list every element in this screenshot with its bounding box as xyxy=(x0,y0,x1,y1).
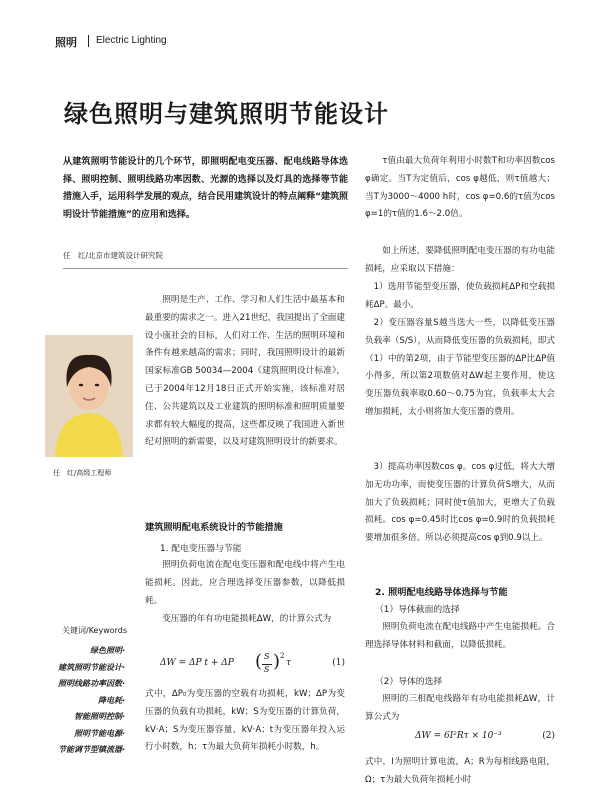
section-label: 照明 xyxy=(55,36,77,49)
formula-paren-close: ) xyxy=(273,651,281,672)
subsection-heading: 2. 照明配电线路导体选择与节能 xyxy=(375,587,508,598)
paragraph: 照明的三相配电线路年有功电能损耗ΔW，计算公式为 xyxy=(365,694,555,722)
author-line: 任 红/北京市建筑设计研究院 xyxy=(63,251,164,260)
list-item: 1）选用节能型变压器，使负载损耗ΔP和空载损耗ΔP。最小。 xyxy=(365,282,555,310)
equation-number: (2) xyxy=(542,731,555,741)
header-divider xyxy=(88,35,89,47)
formula-2 xyxy=(365,731,555,749)
formula-exponent: 2 xyxy=(280,652,285,660)
keywords-list xyxy=(50,643,125,759)
equation-number: (1) xyxy=(332,658,345,668)
divider-line xyxy=(63,268,348,269)
formula-frac-num: S xyxy=(264,652,270,661)
formula-tail: τ xyxy=(286,658,291,668)
keywords-heading: 关键词/Keywords xyxy=(62,626,128,635)
subsection-heading: 1. 配电变压器与节能 xyxy=(160,544,242,554)
keyword-item: 建筑照明节能设计· xyxy=(57,662,125,672)
article-title: 绿色照明与建筑照明节能设计 xyxy=(64,99,389,128)
paragraph: 如上所述，要降低照明配电变压器的有功电能损耗，应采取以下措施： xyxy=(365,246,555,274)
subsection-heading: （1）导体截面的选择 xyxy=(375,605,460,615)
list-item: 3）提高功率因数cos φ。cos φ过低，将大大增加无功功率，而使变压器的计算负荷S增大，从而加大了负载损耗；同时使τ值加大，更增大了负载损耗。cos φ=0.45时比cos φ=0.9时的负载损耗要增加很多倍。所以必须提高cos φ到0.9以上。 xyxy=(365,462,555,544)
formula-body: ΔW = 6I²Rτ × 10⁻³ xyxy=(415,731,502,741)
paragraph: 照明负荷电流在配电线路中产生电能损耗。合理选择导体材料和截面，以降低损耗。 xyxy=(365,622,555,650)
paragraph: 照明负荷电流在配电变压器和配电线中将产生电能损耗。因此，应合理选择变压器参数，以降低损耗。 xyxy=(145,560,345,606)
keyword-item: 照明线路功率因数· xyxy=(57,679,125,688)
section-heading: 建筑照明配电系统设计的节能措施 xyxy=(145,522,283,533)
author-photo xyxy=(45,335,133,457)
subsection-heading: （2）导体的选择 xyxy=(375,677,443,687)
paragraph: 式中，I为照明计算电流，A；R为每相线路电阻，Ω；τ为最大负荷年损耗小时 xyxy=(365,757,555,785)
formula-1 xyxy=(160,652,345,682)
photo-caption: 任 红/高级工程师 xyxy=(53,469,112,477)
intro-paragraph: 照明是生产、工作、学习和人们生活中最基本和最重要的需求之一。进入21世纪，我国提出了全面建设小康社会的目标，人们对工作、生活的照明环境和条件有越来越高的需求；同时，我国照明设计的最新国家标准GB 50034—2004《建筑照明设计标准》，已于2004年12月18日正式开始实施，该标准对居住、公共建筑以及工业建筑的照明标准和照明质量要求都有较大幅度的提高，这些都反映了我国进入新世纪对照明的新需要，以及对建筑照明设计的新要求。 xyxy=(145,295,345,448)
keyword-item: 降电耗· xyxy=(97,695,125,705)
paragraph: τ值由最大负荷年利用小时数T和功率因数cos φ确定。当T为定值后，cos φ越低，则τ值越大；当T为3000～4000 h时，cos φ=0.6的τ值为cos φ=1的τ值的1.6～2.0倍。 xyxy=(365,156,555,220)
formula-paren-open: ( xyxy=(255,651,263,672)
author-portrait-icon xyxy=(45,335,133,457)
formula-frac-den: S xyxy=(264,665,270,674)
section-label-en: Electric Lighting xyxy=(96,35,167,46)
keyword-item: 智能照明控制· xyxy=(73,712,125,721)
formula-lhs: ΔW = ΔP t + ΔP xyxy=(160,658,234,668)
list-item: 2）变压器容量S越当选大一些，以降低变压器负载率（S/S），从而降低变压器的负载损耗，即式（1）中的第2项，由于节能型变压器的ΔP比ΔP值小得多，所以第2项数值对ΔW起主要作用，使这变压器负载率取0.60～0.75为宜，负载率太大会增加损耗，太小则将加大变压器的费用。 xyxy=(365,318,555,417)
paragraph: 变压器的年有功电能损耗ΔW，的计算公式为 xyxy=(162,614,332,624)
keyword-item: 照明节能电源· xyxy=(73,728,125,738)
paragraph: 式中，ΔP₀为变压器的空载有功损耗，kW；ΔP为变压器的负载有功损耗，kW；S为变压器的计算负荷，kV·A；S为变压器容量，kV·A；t为变压器年投入运行小时数，h；τ为最大负荷年损耗小时数，h。 xyxy=(145,689,345,753)
abstract: 从建筑照明节能设计的几个环节，即照明配电变压器、配电线路导体选择、照明控制、照明线路功率因数、光源的选择以及灯具的选择等节能措施入手，运用科学发展的观点，结合民用建筑设计的特点阐释“建筑照明设计节能措施”的应用和选择。 xyxy=(63,157,348,220)
keyword-item: 节能调节型镇流器· xyxy=(57,745,125,754)
keyword-item: 绿色照明· xyxy=(89,646,125,655)
